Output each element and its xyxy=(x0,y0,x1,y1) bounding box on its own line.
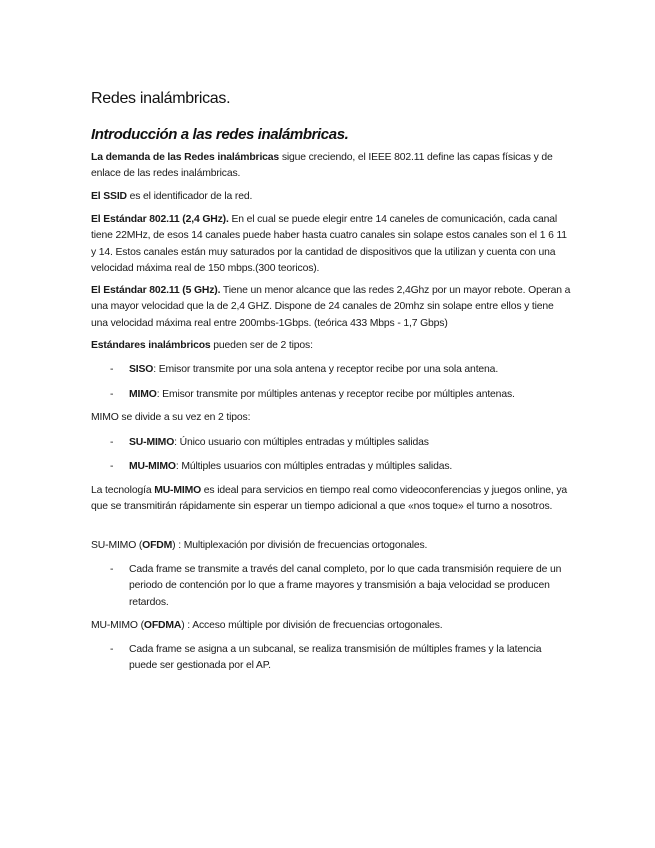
paragraph-intro xyxy=(91,150,571,183)
bullet-dash: - xyxy=(110,461,114,472)
document-title: Redes inalámbricas. xyxy=(91,90,231,107)
bullet-dash: - xyxy=(110,389,114,400)
paragraph-ofdma xyxy=(91,618,571,634)
bold-text: OFDMA xyxy=(143,620,182,631)
paragraph-ofdm xyxy=(91,538,571,554)
bold-text: El Estándar 802.11 (2,4 GHz). xyxy=(91,214,229,225)
paragraph-ssid xyxy=(91,189,571,205)
bold-text: El Estándar 802.11 (5 GHz). xyxy=(91,285,221,296)
bold-text: MU-MIMO xyxy=(129,461,176,472)
paragraph-standard-5ghz xyxy=(91,283,571,332)
paragraph-mu-mimo xyxy=(91,483,571,516)
bold-text: MU-MIMO xyxy=(154,485,202,496)
paragraph-mimo-types: MIMO se divide a su vez en 2 tipos: xyxy=(91,412,251,423)
paragraph-standard-2-4ghz xyxy=(91,212,571,278)
bullet-dash: - xyxy=(110,564,114,575)
list-item-text: Cada frame se asigna a un subcanal, se realiza transmisión de múltiples frames y la latencia puede ser gestionada por el AP. xyxy=(129,644,542,672)
list-item-text: : Emisor transmite por una sola antena y receptor recibe por una sola antena. xyxy=(153,364,499,375)
paragraph-text: SU-MIMO ( xyxy=(91,540,143,551)
section-heading: Introducción a las redes inalámbricas. xyxy=(91,126,349,143)
paragraph-text: pueden ser de 2 tipos: xyxy=(210,340,313,351)
paragraph-text: es ideal para servicios en tiempo real como videoconferencias y juegos online, ya que se transmitirán rápidamente sin esperar un tiempo adicional a que «nos toque» el turno a nosotros. xyxy=(91,485,568,513)
bold-text: Estándares inalámbricos xyxy=(91,340,211,351)
paragraph-text: es el identificador de la red. xyxy=(126,191,253,202)
paragraph-text: En el cual se puede elegir entre 14 caneles de comunicación, cada canal tiene 22MHz, de esos 14 canales puede haber hasta cuatro canales sin solape estos canales son el 1 6 11 y 14. Estos canales están muy saturados por la cantidad de dispositivos que la utilizan y cuenta con una velocidad máxima real de 150 mbps.(300 teoricos). xyxy=(91,214,567,275)
list-item-text: Cada frame se transmite a través del canal completo, por lo que cada transmisión requiere de un periodo de contención por lo que a frame mayores y transmisión a baja velocidad se producen retardos. xyxy=(129,564,562,608)
paragraph-text: La tecnología xyxy=(91,485,155,496)
paragraph-standard-types xyxy=(91,338,571,354)
bold-text: SU-MIMO xyxy=(129,437,175,448)
bold-text: OFDM xyxy=(142,540,173,551)
list-item-text: : Emisor transmite por múltiples antenas y receptor recibe por múltiples antenas. xyxy=(156,389,515,400)
bold-text: MIMO xyxy=(129,389,157,400)
bullet-dash: - xyxy=(110,364,114,375)
bullet-dash: - xyxy=(110,437,114,448)
paragraph-text: ) : Acceso múltiple por división de frecuencias ortogonales. xyxy=(181,620,443,631)
list-item-text: : Único usuario con múltiples entradas y múltiples salidas xyxy=(174,437,429,448)
bold-text: SISO xyxy=(129,364,154,375)
bold-text: El SSID xyxy=(91,191,127,202)
paragraph-text: sigue creciendo, el IEEE 802.11 define las capas físicas y de enlace de las redes inalámbricas. xyxy=(91,152,553,180)
paragraph-text: MU-MIMO ( xyxy=(91,620,144,631)
bullet-dash: - xyxy=(110,644,114,655)
list-item-text: : Múltiples usuarios con múltiples entradas y múltiples salidas. xyxy=(175,461,453,472)
paragraph-text: ) : Multiplexación por división de frecuencias ortogonales. xyxy=(172,540,428,551)
paragraph-text: Tiene un menor alcance que las redes 2,4Ghz por un mayor rebote. Operan a una mayor velocidad que la de 2,4 GHZ. Dispone de 24 canales de 20mhz sin solape entre ellos y tiene una velocidad máxima real entre 200mbs-1Gbps. (teórica 433 Mbps - 1,7 Gbps) xyxy=(91,285,571,329)
bold-text: La demanda de las Redes inalámbricas xyxy=(91,152,280,163)
